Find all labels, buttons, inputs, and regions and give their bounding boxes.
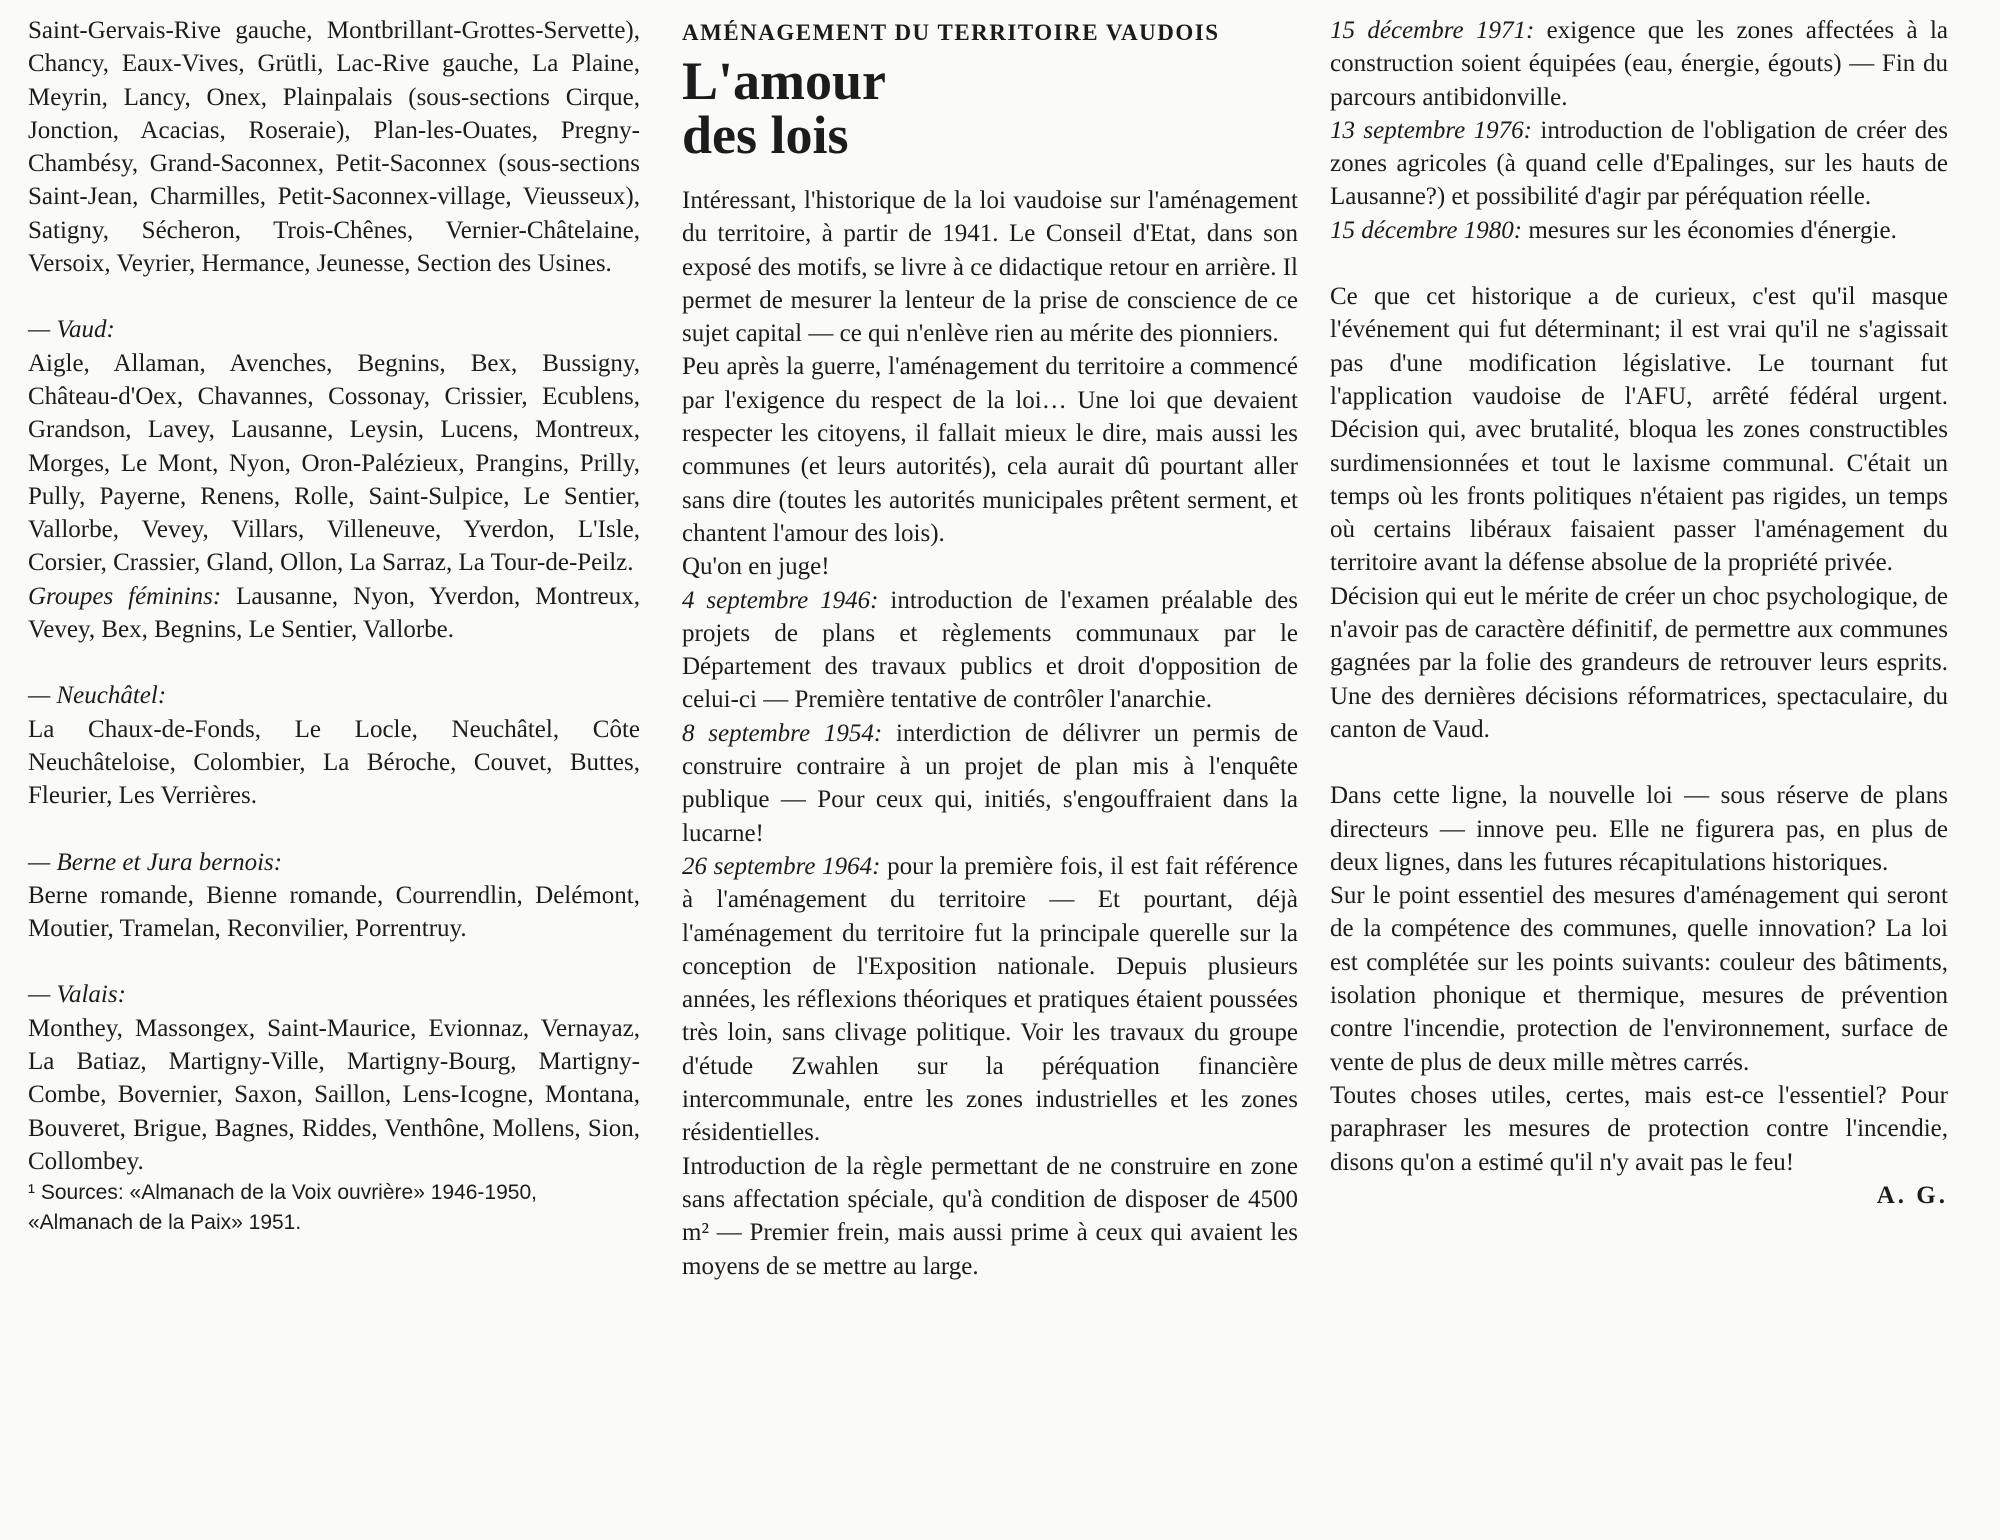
headline-line-2: des lois xyxy=(682,105,849,165)
column-right xyxy=(1330,14,1948,1212)
author-signature: A. G. xyxy=(1876,1181,1948,1209)
paragraph-nouvelle-loi: Dans cette ligne, la nouvelle loi — sous réserve de plans directeurs — innove peu. Elle ne figurera pas, en plus de deux lignes, dans les futures récapitulations historiques. xyxy=(1330,782,1948,876)
headline-line-1: L'amour xyxy=(682,51,887,111)
region-list-valais: Monthey, Massongex, Saint-Maurice, Evionnaz, Vernayaz, La Batiaz, Martigny-Ville, Martigny-Bourg, Martigny-Combe, Bovernier, Saxon, Saillon, Lens-Icogne, Montana, Bouveret, Brigue, Bagnes, Riddes, Venthône, Mollens, Sion, Collombey. xyxy=(28,1014,640,1175)
groupes-feminins xyxy=(28,580,640,647)
footnote-sources: ¹ Sources: «Almanach de la Voix ouvrière» 1946-1950, «Almanach de la Paix» 1951. xyxy=(28,1181,537,1235)
entry-text: introduction de l'examen préalable des projets de plans et règlements communaux par le Département des travaux publics et droit d'opposition de celui-ci — Première tentative de contrôler l'anarchie. xyxy=(682,586,1298,714)
region-list-berne: Berne romande, Bienne romande, Courrendlin, Delémont, Moutier, Tramelan, Reconvilier, Porrentruy. xyxy=(28,881,640,943)
paragraph-afu: Ce que cet historique a de curieux, c'est qu'il masque l'événement qui fut déterminant; il est vrai qu'il ne s'agissait pas d'une modification législative. Le tournant fut l'application vaudoise de l'AFU, arrêté fédéral urgent. Décision qui, avec brutalité, bloqua les zones constructibles surdimensionnées et tout le laxisme communal. C'était un temps où les fronts politiques n'étaient pas rigides, un temps où certains libéraux faisaient passer l'aménagement du territoire avant la défense absolue de la propriété privée. xyxy=(1330,283,1948,577)
entry-date: 15 décembre 1971: xyxy=(1330,17,1535,44)
entry-text: mesures sur les économies d'énergie. xyxy=(1522,216,1897,244)
dated-entry-1980 xyxy=(1330,214,1948,247)
entry-date: 8 septembre 1954: xyxy=(682,719,883,747)
entry-date: 26 septembre 1964: xyxy=(682,852,881,880)
column-left xyxy=(28,14,640,1238)
entry-date: 4 septembre 1946: xyxy=(682,586,879,614)
entry-date: 15 décembre 1980: xyxy=(1330,216,1523,244)
groupes-text: Lausanne, Nyon, Yverdon, Montreux, Vevey, Bex, Begnins, Le Sentier, Vallorbe. xyxy=(28,582,640,644)
dated-entry-1976 xyxy=(1330,114,1948,214)
groupes-label: Groupes féminins: xyxy=(28,582,222,610)
region-heading-valais: — Valais: xyxy=(28,981,126,1009)
entry-text: interdiction de délivrer un permis de construire contraire à un projet de plan mis à l'enquête publique — Pour ceux qui, initiés, s'engouffraient dans la lucarne! xyxy=(682,719,1298,847)
article-headline xyxy=(682,51,1298,165)
region-heading-neuchatel: — Neuchâtel: xyxy=(28,682,167,710)
entry-text: introduction de l'obligation de créer des zones agricoles (à quand celle d'Epalinges, sur les hauts de Lausanne?) et possibilité d'agir par péréquation réelle. xyxy=(1330,116,1948,211)
paragraph-4500m2-rule: Introduction de la règle permettant de ne construire en zone sans affectation spéciale, qu'à condition de disposer de 4500 m² — Premier frein, mais aussi prime à ceux qui avaient les moyens de se mettre au large. xyxy=(682,1152,1298,1280)
region-list-vaud: Aigle, Allaman, Avenches, Begnins, Bex, Bussigny, Château-d'Oex, Chavannes, Cossonay, Crissier, Ecublens, Grandson, Lavey, Lausanne, Leysin, Lucens, Montreux, Morges, Le Mont, Nyon, Oron-Palézieux, Prangins, Prilly, Pully, Payerne, Renens, Rolle, Saint-Sulpice, Le Sentier, Vallorbe, Vevey, Villars, Villeneuve, Yverdon, L'Isle, Corsier, Crassier, Gland, Ollon, La Sarraz, La Tour-de-Peilz. xyxy=(28,349,640,577)
dated-entry-1954 xyxy=(682,717,1298,850)
region-list-neuchatel: La Chaux-de-Fonds, Le Locle, Neuchâtel, Côte Neuchâteloise, Colombier, La Béroche, Couvet, Buttes, Fleurier, Les Verrières. xyxy=(28,715,640,810)
entry-date: 13 septembre 1976: xyxy=(1330,116,1532,144)
paragraph-choc: Décision qui eut le mérite de créer un choc psychologique, de n'avoir pas de caractère définitif, de permettre aux communes gagnées par la folie des grandeurs de retrouver leurs esprits. Une des dernières décisions réformatrices, spectaculaire, du canton de Vaud. xyxy=(1330,582,1948,743)
paragraph-judge: Qu'on en juge! xyxy=(682,553,830,581)
dated-entry-1971 xyxy=(1330,14,1948,114)
region-heading-berne: — Berne et Jura bernois: xyxy=(28,848,283,876)
dated-entry-1946 xyxy=(682,584,1298,717)
entry-text: exigence que les zones affectées à la construction soient équipées (eau, énergie, égouts) — Fin du parcours antibidonville. xyxy=(1330,17,1948,111)
paragraph-mesures: Sur le point essentiel des mesures d'aménagement qui seront de la compétence des communes, quelle innovation? La loi est complétée sur les points suivants: couleur des bâtiments, isolation phonique et thermique, mesures de prévention contre l'incendie, protection de l'environnement, surface de vente de plus de deux mille mètres carrés. xyxy=(1330,882,1948,1076)
dated-entry-1964 xyxy=(682,850,1298,1150)
paragraph-conclusion: Toutes choses utiles, certes, mais est-ce l'essentiel? Pour paraphraser les mesures de protection contre l'incendie, disons qu'on a estimé qu'il n'y avait pas le feu! xyxy=(1330,1081,1948,1176)
paragraph-intro: Intéressant, l'historique de la loi vaudoise sur l'aménagement du territoire, à partir de 1941. Le Conseil d'Etat, dans son exposé des motifs, se livre à ce didactique retour en arrière. Il permet de mesurer la lenteur de la prise de conscience de ce sujet capital — ce qui n'enlève rien au mérite des pionniers. xyxy=(682,187,1298,348)
column-middle xyxy=(682,16,1298,1283)
article-rubric: AMÉNAGEMENT DU TERRITOIRE VAUDOIS xyxy=(682,20,1220,45)
region-heading-vaud: — Vaud: xyxy=(28,316,115,344)
paragraph-postwar: Peu après la guerre, l'aménagement du territoire a commencé par l'exigence du respect de la loi… Une loi que devaient respecter les citoyens, il fallait mieux le dire, mais aussi les communes (et leurs autorités), cela aurait dû pourtant aller sans dire (toutes les autorités municipales prêtent serment, et chantent l'amour des lois). xyxy=(682,353,1298,547)
entry-text: pour la première fois, il est fait référence à l'aménagement du territoire — Et pourtant, déjà l'aménagement du territoire fut la principale querelle sur la conception de l'Exposition nationale. Depuis plusieurs années, les réflexions théoriques et pratiques étaient poussées très loin, sans clivage politique. Voir les travaux du groupe d'étude Zwahlen sur la péréquation financière intercommunale, entre les zones industrielles et les zones résidentielles. xyxy=(682,852,1298,1147)
section-list-intro: Saint-Gervais-Rive gauche, Montbrillant-Grottes-Servette), Chancy, Eaux-Vives, Grütli, Lac-Rive gauche, La Plaine, Meyrin, Lancy, Onex, Plainpalais (sous-sections Cirque, Jonction, Acacias, Roseraie), Plan-les-Ouates, Pregny-Chambésy, Grand-Saconnex, Petit-Saconnex (sous-sections Saint-Jean, Charmilles, Petit-Saconnex-village, Vieusseux), Satigny, Sécheron, Trois-Chênes, Vernier-Châtelaine, Versoix, Veyrier, Hermance, Jeunesse, Section des Usines. xyxy=(28,17,640,278)
